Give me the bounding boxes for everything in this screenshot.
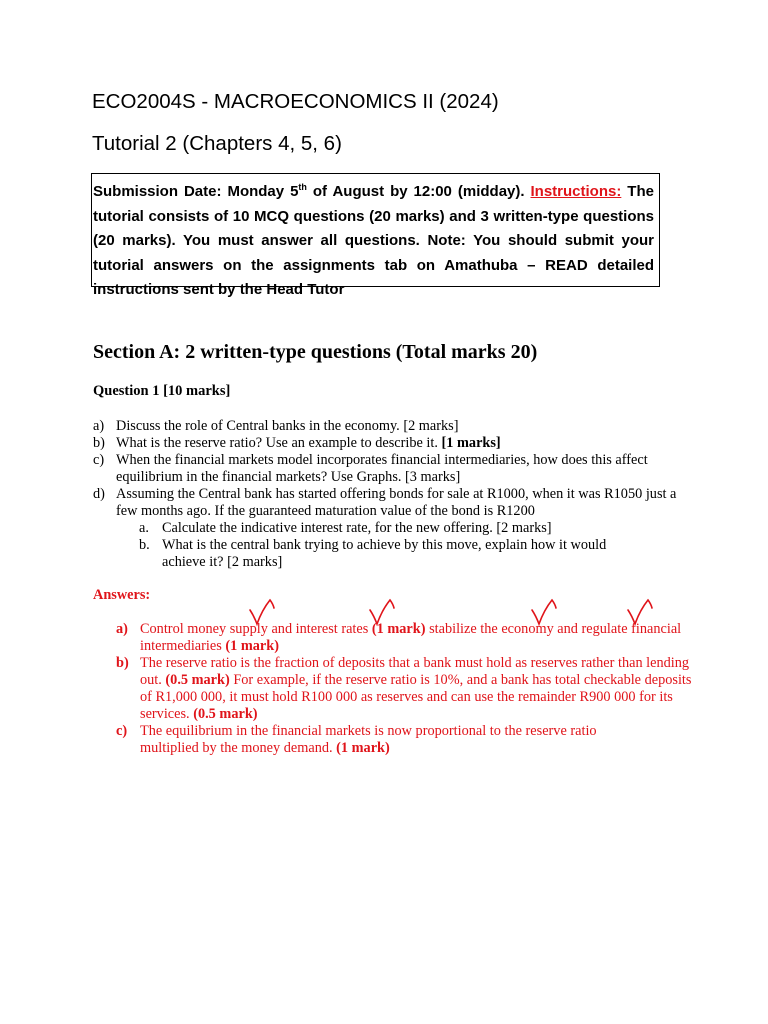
instructions-label: Instructions: bbox=[530, 183, 622, 200]
answers-list bbox=[116, 621, 696, 757]
list-item: a) Discuss the role of Central banks in the economy. [2 marks] bbox=[93, 418, 459, 434]
section-heading: Section A: 2 written-type questions (Total marks 20) bbox=[93, 341, 538, 363]
question-1-list bbox=[93, 418, 693, 571]
sub-list-item: b. What is the central bank trying to achieve by this move, explain how it would achieve it? [2 marks] bbox=[139, 537, 607, 570]
check-mark-icon bbox=[530, 598, 560, 628]
list-item: b) What is the reserve ratio? Use an example to describe it. [1 marks] bbox=[93, 435, 501, 451]
check-mark-icon bbox=[626, 598, 656, 628]
question-1-heading: Question 1 [10 marks] bbox=[93, 383, 231, 399]
sub-list-item: a. Calculate the indicative interest rate, for the new offering. [2 marks] bbox=[139, 520, 552, 536]
answer-item: c) The equilibrium in the financial markets is now proportional to the reserve ratio multiplied by the money demand. (1 mark) bbox=[116, 723, 597, 756]
check-mark-icon bbox=[368, 598, 398, 628]
check-mark-icon bbox=[248, 598, 278, 628]
course-title: ECO2004S - MACROECONOMICS II (2024) bbox=[92, 90, 499, 113]
list-item: c) When the financial markets model incorporates financial intermediaries, how does this affect equilibrium in the financial markets? Use Graphs. [3 marks] bbox=[93, 452, 648, 485]
answers-heading: Answers: bbox=[93, 587, 151, 603]
tutorial-title: Tutorial 2 (Chapters 4, 5, 6) bbox=[92, 132, 342, 155]
list-item: d) Assuming the Central bank has started offering bonds for sale at R1000, when it was R1050 just a few months ago. If the guaranteed maturation value of the bond is R1200 bbox=[93, 486, 677, 519]
answer-item: b) The reserve ratio is the fraction of deposits that a bank must hold as reserves rather than lending out. (0.5 mark) For example, if the reserve ratio is 10%, and a bank has total checkable deposits of R1,000 000, it must hold R100 000 as reserves and can use the remainder R900 000 for its services. (0.5 mark) bbox=[116, 655, 692, 722]
answer-item: a) Control money supply and interest rates (1 mark) stabilize the economy and regulate financial intermediaries (1 mark) bbox=[116, 621, 682, 654]
submission-instructions-box bbox=[91, 173, 660, 299]
submission-text: Submission Date: Monday 5th of August by 12:00 (midday). Instructions: The tutorial consists of 10 MCQ questions (20 marks) and 3 written-type questions (20 marks). You must answer all questions. Note: You should submit your tutorial answers on the assignments tab on Amathuba – READ detailed instructions sent by the Head Tutor bbox=[93, 182, 654, 299]
